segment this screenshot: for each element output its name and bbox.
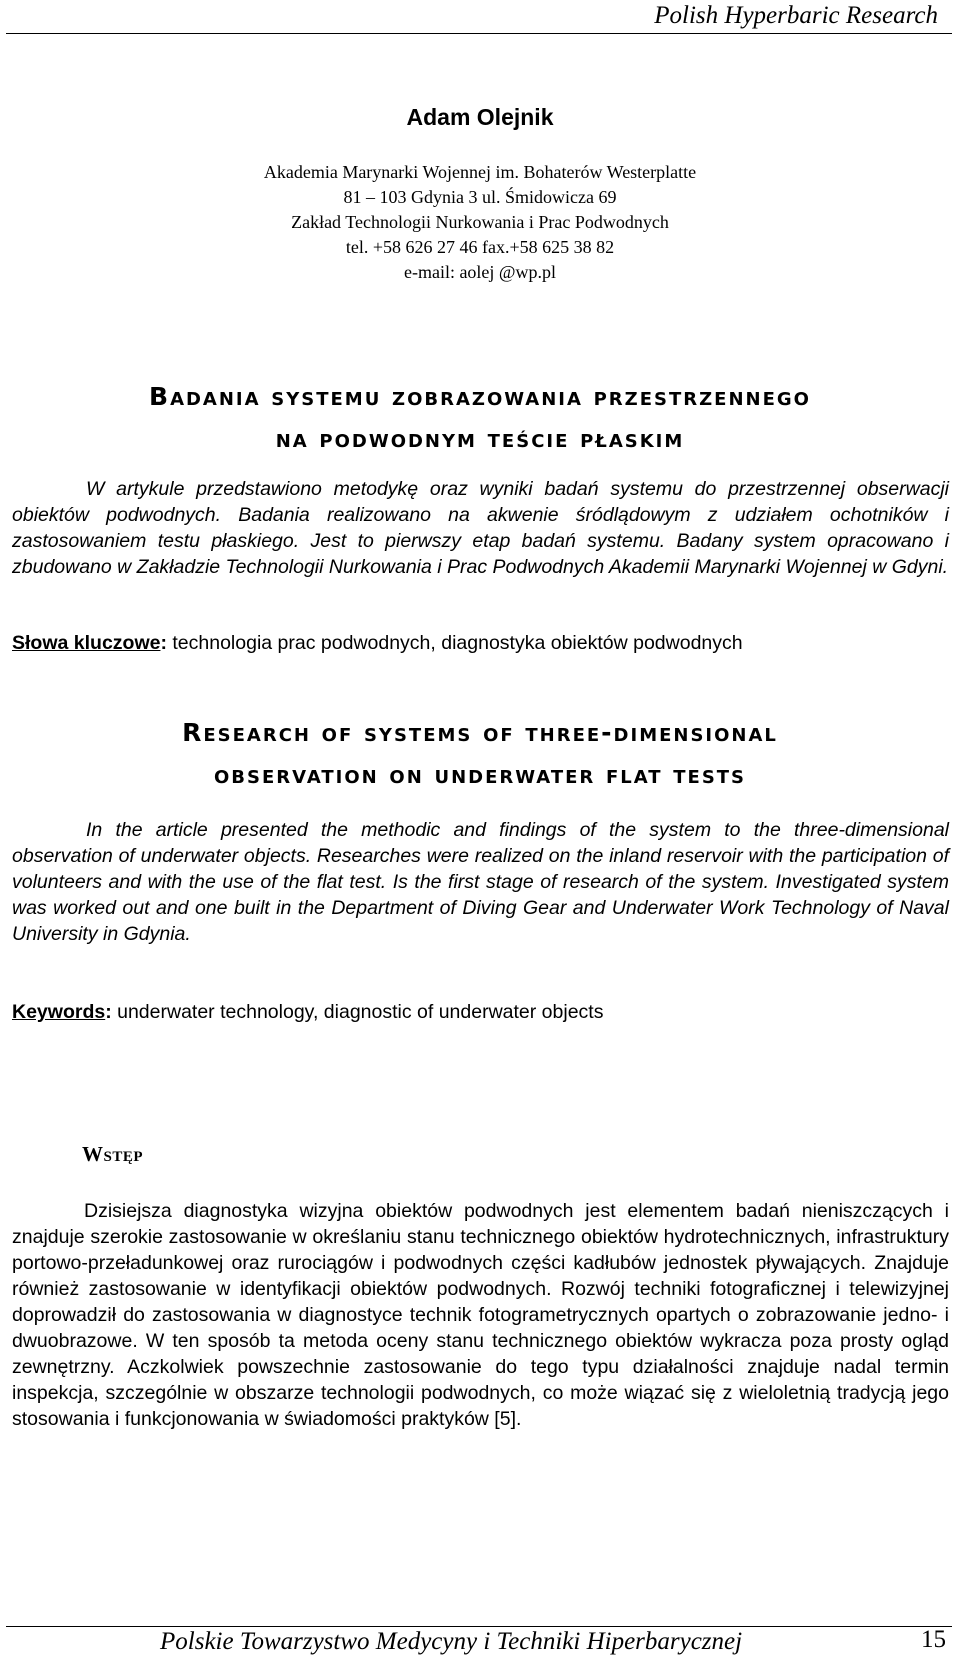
affiliation-line: 81 – 103 Gdynia 3 ul. Śmidowicza 69 xyxy=(343,187,617,207)
affiliation-email[interactable]: e-mail: aolej @wp.pl xyxy=(403,262,557,282)
english-title xyxy=(0,712,960,796)
english-keywords xyxy=(12,1001,603,1024)
footer-divider xyxy=(6,1626,952,1627)
author-name: Adam Olejnik xyxy=(406,104,554,130)
polish-title-line-2: na podwodnym teście płaskim xyxy=(275,424,685,453)
english-keywords-label: Keywords xyxy=(12,1001,106,1023)
polish-keywords-colon: : xyxy=(160,632,167,654)
affiliation-line: tel. +58 626 27 46 fax.+58 625 38 82 xyxy=(345,237,615,257)
running-header-title: Polish Hyperbaric Research xyxy=(654,2,938,29)
page-number: 15 xyxy=(921,1626,946,1653)
section-paragraph: Dzisiejsza diagnostyka wizyjna obiektów podwodnych jest elementem badań nieniszczących i znajduje szerokie zastosowanie w określaniu stanu technicznego obiektów hydrotechnicznych, infrastruktury portowo-przeładunkowej oraz rurociągów i podwodnych części kadłubów jednostek pływających. Znajduje również zastosowanie w identyfikacji obiektów podwodnych. Rozwój techniki fotograficznej i telewizyjnej doprowadził do zastosowania w diagnostyce technik fotogrametrycznych opartych o zobrazowanie jedno- i dwuobrazowe. W ten sposób ta metoda oceny stanu technicznego obiektów wykracza poza prosty ogląd zewnętrzny. Aczkolwiek powszechnie zastosowanie do tego typu działalności znajduje nadal termin inspekcja, szczególnie w obszarze technologii podwodnych, co może wiązać się z wieloletnią tradycją jego stosowania i funkcjonowania w świadomości praktyków [5]. xyxy=(12,1200,949,1430)
english-abstract: In the article presented the methodic and findings of the system to the three-dimensional observation of underwater objects. Researches were realized on the inland reservoir with the participation of volunteers and with the use of the flat test. Is the first stage of research of the system. Investigated system was worked out and one built in the Department of Diving Gear and Underwater Work Technology of Naval University in Gdynia. xyxy=(12,819,949,945)
polish-abstract: W artykule przedstawiono metodykę oraz wyniki badań systemu do przestrzennej obserwacji obiektów podwodnych. Badania realizowano na akwenie śródlądowym z udziałem ochotników i zastosowaniem testu płaskiego. Jest to pierwszy etap badań systemu. Badany system opracowano i zbudowano w Zakładzie Technologii Nurkowania i Prac Podwodnych Akademii Marynarki Wojennej w Gdyni. xyxy=(12,478,949,578)
english-keywords-text: underwater technology, diagnostic of underwater objects xyxy=(111,1001,604,1023)
polish-title-line-1: Badania systemu zobrazowania przestrzennego xyxy=(149,382,811,411)
polish-keywords-text: technologia prac podwodnych, diagnostyka obiektów podwodnych xyxy=(166,632,743,654)
author-affiliation xyxy=(0,160,960,285)
polish-title xyxy=(0,376,960,460)
english-title-line-2: observation on underwater flat tests xyxy=(213,760,747,789)
polish-keywords xyxy=(12,632,743,655)
affiliation-line: Akademia Marynarki Wojennej im. Bohaterów Westerplatte xyxy=(263,162,697,182)
affiliation-line: Zakład Technologii Nurkowania i Prac Podwodnych xyxy=(291,212,669,232)
section-heading: Wstęp xyxy=(82,1142,144,1166)
polish-keywords-label: Słowa kluczowe xyxy=(12,632,161,654)
footer-journal-name: Polskie Towarzystwo Medycyny i Techniki Hiperbarycznej xyxy=(160,1628,743,1655)
header-divider xyxy=(6,33,952,34)
english-keywords-colon: : xyxy=(105,1001,112,1023)
english-title-line-1: Research of systems of three-dimensional xyxy=(182,718,778,747)
